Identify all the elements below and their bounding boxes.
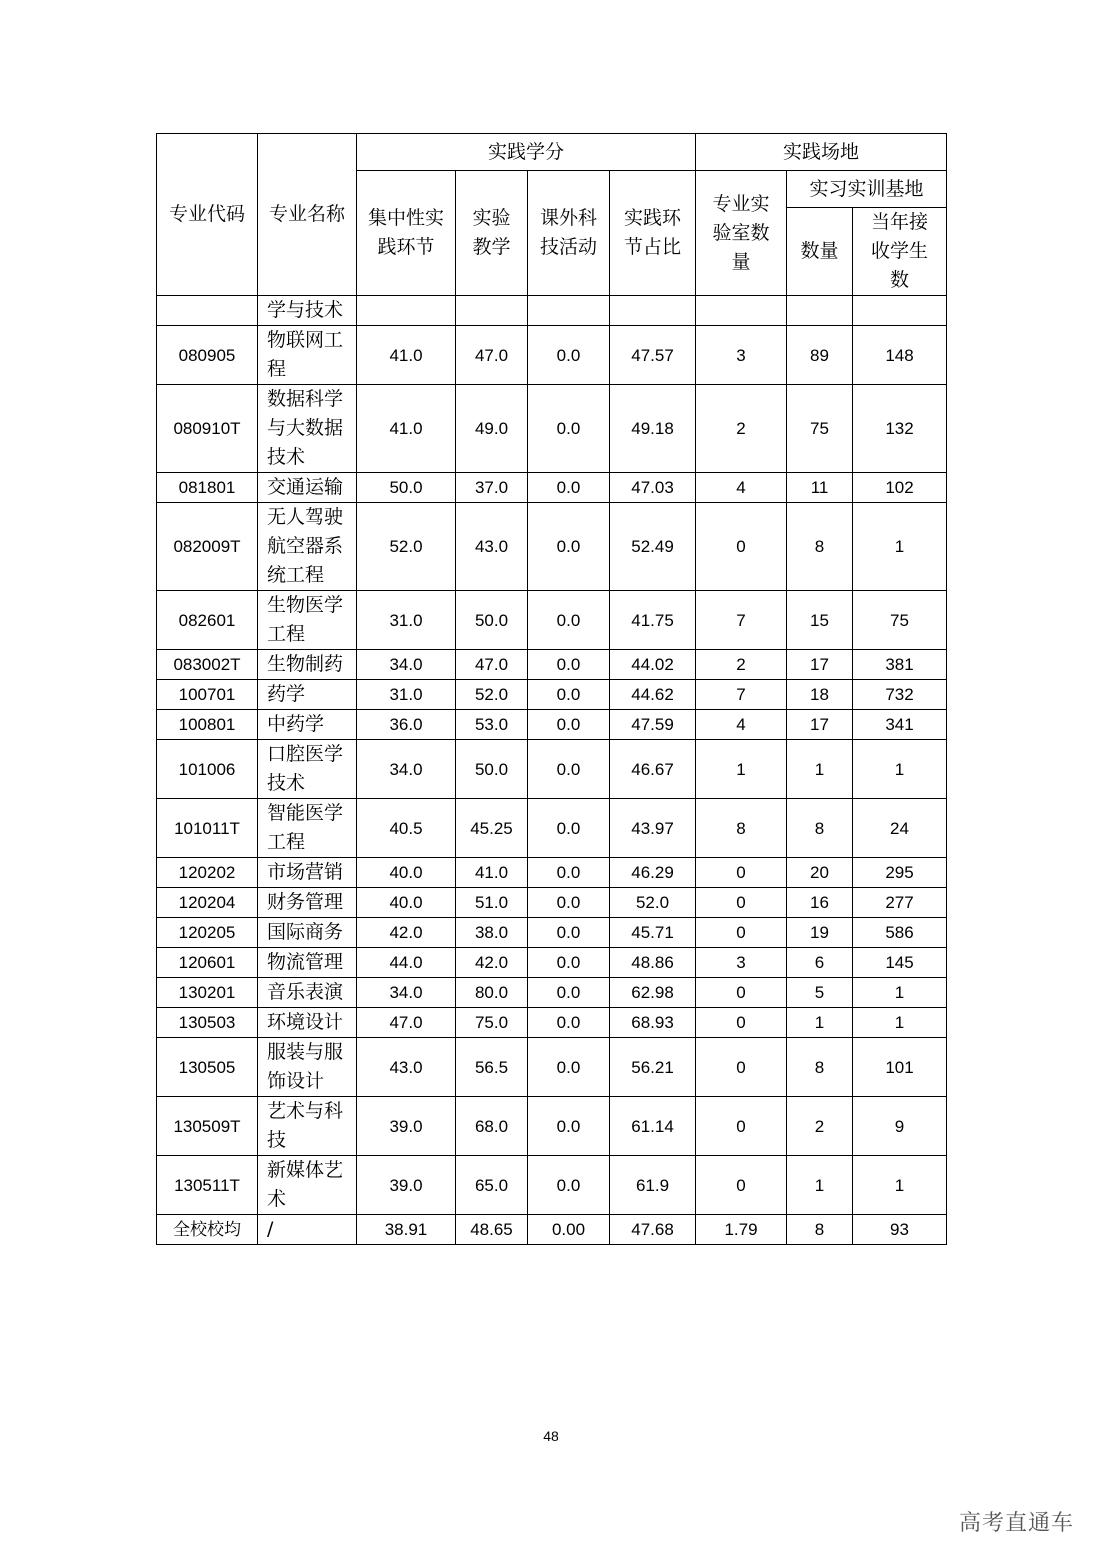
cell-ratio: 61.9 bbox=[610, 1156, 696, 1215]
table-row bbox=[157, 740, 947, 799]
header-concentrated: 集中性实践环节 bbox=[357, 171, 456, 296]
cell-base-count: 20 bbox=[787, 858, 853, 888]
cell-base-count bbox=[787, 296, 853, 326]
cell-name bbox=[258, 799, 357, 858]
cell-base-count: 8 bbox=[787, 799, 853, 858]
cell-concentrated: 40.0 bbox=[357, 858, 456, 888]
cell-name bbox=[258, 326, 357, 385]
cell-code: 130505 bbox=[157, 1038, 258, 1097]
major-name: 生物医学工程 bbox=[267, 594, 344, 645]
header-practice-sites: 实践场地 bbox=[696, 134, 947, 171]
cell-labs: 7 bbox=[696, 591, 787, 650]
major-name: 口腔医学技术 bbox=[267, 743, 344, 794]
cell-ratio: 52.0 bbox=[610, 888, 696, 918]
cell-extracurricular: 0.0 bbox=[528, 888, 610, 918]
cell-ratio: 49.18 bbox=[610, 385, 696, 473]
cell-code: 130511T bbox=[157, 1156, 258, 1215]
cell-concentrated: 42.0 bbox=[357, 918, 456, 948]
cell-name bbox=[258, 978, 357, 1008]
cell-extracurricular: 0.0 bbox=[528, 326, 610, 385]
cell-labs: 3 bbox=[696, 326, 787, 385]
cell-students: 1 bbox=[853, 503, 947, 591]
cell-code: 120205 bbox=[157, 918, 258, 948]
major-name: 音乐表演 bbox=[267, 981, 344, 1003]
cell-base-count: 17 bbox=[787, 650, 853, 680]
table-row bbox=[157, 858, 947, 888]
cell-code bbox=[157, 296, 258, 326]
cell-students bbox=[853, 296, 947, 326]
header-labs: 专业实验室数量 bbox=[696, 171, 787, 296]
cell-experiment bbox=[456, 296, 528, 326]
cell-name bbox=[258, 591, 357, 650]
cell-extracurricular: 0.00 bbox=[528, 1215, 610, 1245]
cell-code: 120601 bbox=[157, 948, 258, 978]
cell-code: 101011T bbox=[157, 799, 258, 858]
cell-labs: 4 bbox=[696, 710, 787, 740]
header-name: 专业名称 bbox=[258, 134, 357, 296]
header-base-count: 数量 bbox=[787, 208, 853, 296]
cell-concentrated: 39.0 bbox=[357, 1156, 456, 1215]
cell-base-count: 16 bbox=[787, 888, 853, 918]
cell-experiment: 50.0 bbox=[456, 740, 528, 799]
cell-labs: 2 bbox=[696, 650, 787, 680]
watermark: 高考直通车 bbox=[958, 1511, 1074, 1536]
cell-experiment: 53.0 bbox=[456, 710, 528, 740]
cell-experiment: 75.0 bbox=[456, 1008, 528, 1038]
cell-code: 100801 bbox=[157, 710, 258, 740]
cell-base-count: 8 bbox=[787, 503, 853, 591]
cell-students: 75 bbox=[853, 591, 947, 650]
cell-students: 277 bbox=[853, 888, 947, 918]
header-bases: 实习实训基地 bbox=[787, 171, 947, 208]
major-name: 无人驾驶航空器系统工程 bbox=[267, 506, 344, 586]
cell-name bbox=[258, 1097, 357, 1156]
cell-extracurricular: 0.0 bbox=[528, 680, 610, 710]
cell-base-count: 6 bbox=[787, 948, 853, 978]
cell-labs: 1.79 bbox=[696, 1215, 787, 1245]
header-experiment: 实验教学 bbox=[456, 171, 528, 296]
cell-extracurricular: 0.0 bbox=[528, 710, 610, 740]
table-row bbox=[157, 385, 947, 473]
cell-extracurricular: 0.0 bbox=[528, 385, 610, 473]
cell-name bbox=[258, 710, 357, 740]
cell-name bbox=[258, 888, 357, 918]
table-row bbox=[157, 1038, 947, 1097]
table-row bbox=[157, 1008, 947, 1038]
cell-extracurricular: 0.0 bbox=[528, 473, 610, 503]
cell-name bbox=[258, 1156, 357, 1215]
cell-base-count: 75 bbox=[787, 385, 853, 473]
cell-concentrated: 52.0 bbox=[357, 503, 456, 591]
cell-concentrated: 34.0 bbox=[357, 650, 456, 680]
table-row bbox=[157, 918, 947, 948]
table-row bbox=[157, 473, 947, 503]
cell-students: 9 bbox=[853, 1097, 947, 1156]
table-row bbox=[157, 650, 947, 680]
major-name: / bbox=[267, 1218, 274, 1240]
major-name: 市场营销 bbox=[267, 861, 344, 883]
cell-name bbox=[258, 385, 357, 473]
cell-code: 120202 bbox=[157, 858, 258, 888]
cell-students: 24 bbox=[853, 799, 947, 858]
cell-base-count: 17 bbox=[787, 710, 853, 740]
cell-extracurricular: 0.0 bbox=[528, 918, 610, 948]
cell-ratio: 47.03 bbox=[610, 473, 696, 503]
cell-concentrated: 41.0 bbox=[357, 326, 456, 385]
cell-students: 1 bbox=[853, 1008, 947, 1038]
major-name: 药学 bbox=[267, 683, 306, 705]
cell-concentrated: 38.91 bbox=[357, 1215, 456, 1245]
cell-labs: 0 bbox=[696, 503, 787, 591]
cell-students: 381 bbox=[853, 650, 947, 680]
table-row bbox=[157, 1097, 947, 1156]
table-row bbox=[157, 710, 947, 740]
cell-students: 93 bbox=[853, 1215, 947, 1245]
cell-base-count: 5 bbox=[787, 978, 853, 1008]
cell-extracurricular: 0.0 bbox=[528, 503, 610, 591]
cell-experiment: 65.0 bbox=[456, 1156, 528, 1215]
major-name: 新媒体艺术 bbox=[267, 1159, 344, 1210]
table-row bbox=[157, 799, 947, 858]
cell-experiment: 45.25 bbox=[456, 799, 528, 858]
table-body bbox=[157, 296, 947, 1245]
cell-extracurricular: 0.0 bbox=[528, 1097, 610, 1156]
cell-students: 1 bbox=[853, 1156, 947, 1215]
cell-experiment: 51.0 bbox=[456, 888, 528, 918]
cell-code: 081801 bbox=[157, 473, 258, 503]
practice-table bbox=[156, 133, 947, 1245]
cell-extracurricular: 0.0 bbox=[528, 650, 610, 680]
major-name: 服装与服饰设计 bbox=[267, 1041, 344, 1092]
header-extracurricular: 课外科技活动 bbox=[528, 171, 610, 296]
major-name: 财务管理 bbox=[267, 891, 344, 913]
cell-ratio: 47.68 bbox=[610, 1215, 696, 1245]
cell-code: 080905 bbox=[157, 326, 258, 385]
cell-extracurricular bbox=[528, 296, 610, 326]
cell-code: 082601 bbox=[157, 591, 258, 650]
cell-code: 082009T bbox=[157, 503, 258, 591]
cell-experiment: 49.0 bbox=[456, 385, 528, 473]
cell-extracurricular: 0.0 bbox=[528, 858, 610, 888]
cell-extracurricular: 0.0 bbox=[528, 978, 610, 1008]
cell-base-count: 2 bbox=[787, 1097, 853, 1156]
cell-labs: 0 bbox=[696, 1008, 787, 1038]
cell-concentrated: 40.0 bbox=[357, 888, 456, 918]
header-ratio: 实践环节占比 bbox=[610, 171, 696, 296]
table-row bbox=[157, 503, 947, 591]
major-name: 物流管理 bbox=[267, 951, 344, 973]
major-name: 国际商务 bbox=[267, 921, 344, 943]
major-name: 智能医学工程 bbox=[267, 802, 344, 853]
cell-ratio: 44.02 bbox=[610, 650, 696, 680]
cell-base-count: 1 bbox=[787, 1156, 853, 1215]
table-row bbox=[157, 296, 947, 326]
cell-code: 100701 bbox=[157, 680, 258, 710]
cell-code: 101006 bbox=[157, 740, 258, 799]
cell-name bbox=[258, 473, 357, 503]
cell-name bbox=[258, 740, 357, 799]
cell-students: 148 bbox=[853, 326, 947, 385]
cell-labs: 4 bbox=[696, 473, 787, 503]
cell-name bbox=[258, 680, 357, 710]
cell-ratio: 61.14 bbox=[610, 1097, 696, 1156]
cell-code: 130503 bbox=[157, 1008, 258, 1038]
cell-experiment: 56.5 bbox=[456, 1038, 528, 1097]
cell-experiment: 41.0 bbox=[456, 858, 528, 888]
major-name: 学与技术 bbox=[267, 299, 344, 321]
cell-base-count: 11 bbox=[787, 473, 853, 503]
cell-name bbox=[258, 1008, 357, 1038]
cell-experiment: 68.0 bbox=[456, 1097, 528, 1156]
summary-row bbox=[157, 1215, 947, 1245]
cell-labs: 2 bbox=[696, 385, 787, 473]
major-name: 艺术与科技 bbox=[267, 1100, 344, 1151]
cell-experiment: 50.0 bbox=[456, 591, 528, 650]
cell-labs: 0 bbox=[696, 978, 787, 1008]
cell-name bbox=[258, 296, 357, 326]
table-row bbox=[157, 326, 947, 385]
cell-concentrated: 31.0 bbox=[357, 680, 456, 710]
cell-ratio: 46.29 bbox=[610, 858, 696, 888]
cell-ratio: 52.49 bbox=[610, 503, 696, 591]
cell-labs: 0 bbox=[696, 1038, 787, 1097]
header-students: 当年接收学生数 bbox=[853, 208, 947, 296]
cell-labs: 1 bbox=[696, 740, 787, 799]
cell-ratio: 43.97 bbox=[610, 799, 696, 858]
cell-experiment: 47.0 bbox=[456, 326, 528, 385]
header-practice-credits: 实践学分 bbox=[357, 134, 696, 171]
table-row bbox=[157, 591, 947, 650]
cell-extracurricular: 0.0 bbox=[528, 799, 610, 858]
cell-code: 080910T bbox=[157, 385, 258, 473]
cell-extracurricular: 0.0 bbox=[528, 1038, 610, 1097]
cell-experiment: 37.0 bbox=[456, 473, 528, 503]
cell-concentrated: 34.0 bbox=[357, 740, 456, 799]
cell-ratio: 46.67 bbox=[610, 740, 696, 799]
table-row bbox=[157, 978, 947, 1008]
cell-ratio: 47.59 bbox=[610, 710, 696, 740]
cell-code: 130201 bbox=[157, 978, 258, 1008]
cell-concentrated: 47.0 bbox=[357, 1008, 456, 1038]
cell-base-count: 19 bbox=[787, 918, 853, 948]
cell-name bbox=[258, 650, 357, 680]
cell-concentrated: 50.0 bbox=[357, 473, 456, 503]
cell-ratio: 56.21 bbox=[610, 1038, 696, 1097]
cell-code: 120204 bbox=[157, 888, 258, 918]
cell-concentrated: 34.0 bbox=[357, 978, 456, 1008]
major-name: 中药学 bbox=[267, 713, 325, 735]
table-row bbox=[157, 888, 947, 918]
major-name: 数据科学与大数据技术 bbox=[267, 388, 344, 468]
cell-base-count: 8 bbox=[787, 1038, 853, 1097]
cell-base-count: 89 bbox=[787, 326, 853, 385]
cell-experiment: 43.0 bbox=[456, 503, 528, 591]
cell-students: 1 bbox=[853, 740, 947, 799]
cell-extracurricular: 0.0 bbox=[528, 591, 610, 650]
cell-concentrated: 43.0 bbox=[357, 1038, 456, 1097]
cell-labs: 3 bbox=[696, 948, 787, 978]
cell-base-count: 1 bbox=[787, 740, 853, 799]
cell-extracurricular: 0.0 bbox=[528, 1156, 610, 1215]
cell-concentrated bbox=[357, 296, 456, 326]
cell-experiment: 52.0 bbox=[456, 680, 528, 710]
cell-code: 全校校均 bbox=[157, 1215, 258, 1245]
cell-extracurricular: 0.0 bbox=[528, 740, 610, 799]
cell-students: 586 bbox=[853, 918, 947, 948]
cell-experiment: 48.65 bbox=[456, 1215, 528, 1245]
cell-labs: 8 bbox=[696, 799, 787, 858]
cell-students: 341 bbox=[853, 710, 947, 740]
cell-students: 101 bbox=[853, 1038, 947, 1097]
cell-concentrated: 39.0 bbox=[357, 1097, 456, 1156]
cell-ratio: 68.93 bbox=[610, 1008, 696, 1038]
cell-experiment: 42.0 bbox=[456, 948, 528, 978]
cell-name bbox=[258, 948, 357, 978]
cell-concentrated: 44.0 bbox=[357, 948, 456, 978]
cell-ratio: 47.57 bbox=[610, 326, 696, 385]
cell-base-count: 8 bbox=[787, 1215, 853, 1245]
major-name: 物联网工程 bbox=[267, 329, 344, 380]
page-number: 48 bbox=[543, 1428, 559, 1444]
cell-concentrated: 31.0 bbox=[357, 591, 456, 650]
cell-name bbox=[258, 858, 357, 888]
cell-ratio: 44.62 bbox=[610, 680, 696, 710]
cell-ratio: 62.98 bbox=[610, 978, 696, 1008]
cell-experiment: 80.0 bbox=[456, 978, 528, 1008]
cell-extracurricular: 0.0 bbox=[528, 1008, 610, 1038]
cell-ratio: 45.71 bbox=[610, 918, 696, 948]
cell-ratio bbox=[610, 296, 696, 326]
cell-base-count: 18 bbox=[787, 680, 853, 710]
cell-labs: 0 bbox=[696, 1156, 787, 1215]
cell-extracurricular: 0.0 bbox=[528, 948, 610, 978]
table-row bbox=[157, 948, 947, 978]
cell-students: 132 bbox=[853, 385, 947, 473]
cell-name bbox=[258, 918, 357, 948]
cell-students: 145 bbox=[853, 948, 947, 978]
cell-labs bbox=[696, 296, 787, 326]
cell-concentrated: 41.0 bbox=[357, 385, 456, 473]
cell-experiment: 38.0 bbox=[456, 918, 528, 948]
cell-ratio: 41.75 bbox=[610, 591, 696, 650]
major-name: 交通运输 bbox=[267, 476, 344, 498]
cell-name bbox=[258, 1215, 357, 1245]
cell-base-count: 15 bbox=[787, 591, 853, 650]
cell-students: 295 bbox=[853, 858, 947, 888]
cell-students: 732 bbox=[853, 680, 947, 710]
cell-concentrated: 40.5 bbox=[357, 799, 456, 858]
cell-concentrated: 36.0 bbox=[357, 710, 456, 740]
cell-labs: 0 bbox=[696, 858, 787, 888]
major-name: 环境设计 bbox=[267, 1011, 344, 1033]
header-code: 专业代码 bbox=[157, 134, 258, 296]
cell-code: 130509T bbox=[157, 1097, 258, 1156]
cell-labs: 0 bbox=[696, 918, 787, 948]
cell-ratio: 48.86 bbox=[610, 948, 696, 978]
table-row bbox=[157, 1156, 947, 1215]
cell-name bbox=[258, 503, 357, 591]
cell-experiment: 47.0 bbox=[456, 650, 528, 680]
table-row bbox=[157, 680, 947, 710]
cell-labs: 0 bbox=[696, 888, 787, 918]
cell-students: 1 bbox=[853, 978, 947, 1008]
cell-base-count: 1 bbox=[787, 1008, 853, 1038]
table-header bbox=[157, 134, 947, 296]
major-name: 生物制药 bbox=[267, 653, 344, 675]
cell-code: 083002T bbox=[157, 650, 258, 680]
cell-labs: 0 bbox=[696, 1097, 787, 1156]
cell-labs: 7 bbox=[696, 680, 787, 710]
cell-name bbox=[258, 1038, 357, 1097]
cell-students: 102 bbox=[853, 473, 947, 503]
